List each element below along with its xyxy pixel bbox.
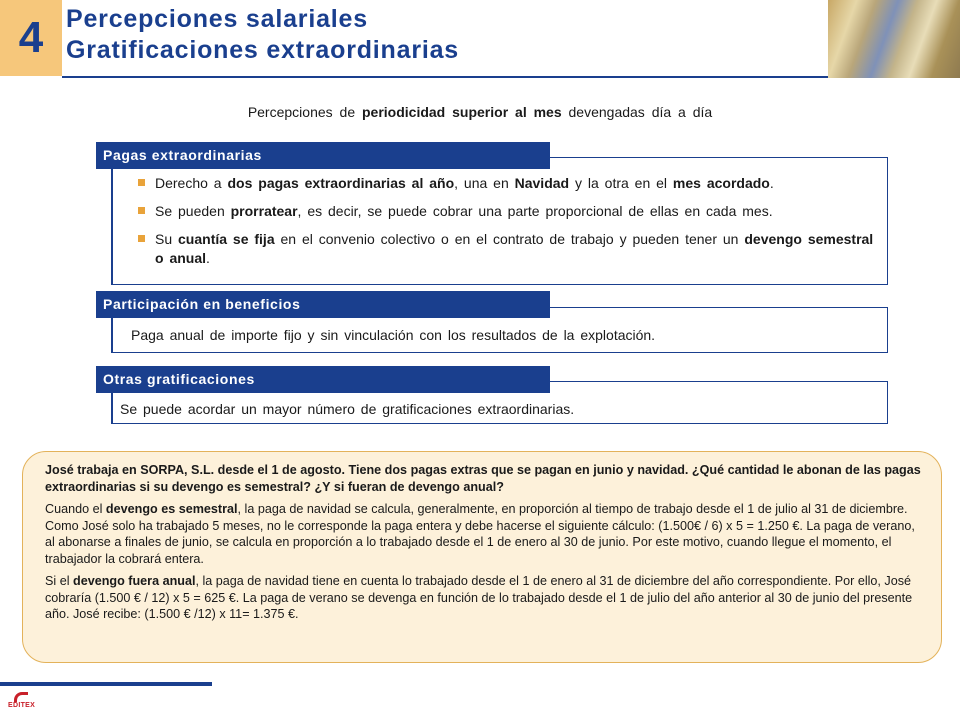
example-panel — [22, 451, 942, 663]
bullet-square-icon — [138, 179, 145, 186]
pagas-extraordinarias-box — [111, 157, 888, 285]
example-question: José trabaja en SORPA, S.L. desde el 1 de agosto. Tiene dos pagas extras que se pagan en junio y navidad. ¿Qué cantidad le abonan de las pagas extraordinarias si su devengo es semestral? ¿Y si fueran de devengo anual? — [45, 463, 921, 494]
slide-subtitle — [0, 104, 960, 120]
header-divider — [62, 76, 832, 78]
subtitle-text: Percepciones de — [247, 104, 362, 120]
footer-bar — [0, 682, 212, 686]
example-paragraph-semestral: Cuando el devengo es semestral, la paga de navidad se calcula, generalmente, en proporción al tiempo de trabajo desde el 1 de julio al 31 de diciembre. Como José solo ha trabajado 5 meses, no le corresponde la paga entera y debe hacerse el siguiente cálculo: (1.500€ / 6) x 5 = 1.250 €. La paga de verano, al abonarse a finales de junio, se calcula en proporción a lo trabajado desde el 1 de enero al 30 de junio. Por este motivo, cuando llegue el momento, el trabajador la cobrará entera. — [45, 502, 915, 566]
participacion-text: Paga anual de importe fijo y sin vinculación con los resultados de la explotación. — [131, 327, 656, 343]
banknote-image — [828, 0, 960, 78]
bullet-item: Se pueden prorratear, es decir, se puede cobrar una parte proporcional de ellas en cada mes. — [135, 202, 875, 221]
subtitle-suffix: devengadas día a día — [561, 104, 713, 120]
section-label-otras: Otras gratificaciones — [96, 366, 550, 393]
title-line-1: Percepciones salariales — [66, 5, 368, 33]
bullet-square-icon — [138, 235, 145, 242]
logo-text: EDITEX — [8, 702, 36, 709]
chapter-number: 4 — [18, 13, 44, 62]
otras-text: Se puede acordar un mayor número de gratificaciones extraordinarias. — [120, 401, 575, 417]
logo-mark-icon — [14, 692, 28, 702]
example-paragraph-anual: Si el devengo fuera anual, la paga de navidad tiene en cuenta lo trabajado desde el 1 de enero al 31 de diciembre del año correspondiente. Por ello, José cobraría (1.500 € / 12) x 5 = 625 €. La paga de verano se devenga en función de lo trabajado desde el 1 de julio del año anterior al 30 de junio del presente año. José recibe: (1.500 € /12) x 11= 1.375 €. — [45, 574, 913, 621]
section-label-participacion: Participación en beneficios — [96, 291, 550, 318]
example-content — [45, 462, 923, 629]
bullet-item: Derecho a dos pagas extraordinarias al año, una en Navidad y la otra en el mes acordado. — [135, 174, 875, 193]
title-line-2: Gratificaciones extraordinarias — [66, 36, 460, 64]
page-title — [66, 4, 459, 66]
bullet-square-icon — [138, 207, 145, 214]
editex-logo — [8, 692, 36, 712]
bullet-item: Su cuantía se fija en el convenio colectivo o en el contrato de trabajo y pueden tener un devengo semestral o anual. — [135, 230, 875, 268]
pagas-bullets — [135, 174, 875, 277]
section-label-pagas: Pagas extraordinarias — [96, 142, 550, 169]
subtitle-bold: periodicidad superior al mes — [362, 104, 562, 120]
